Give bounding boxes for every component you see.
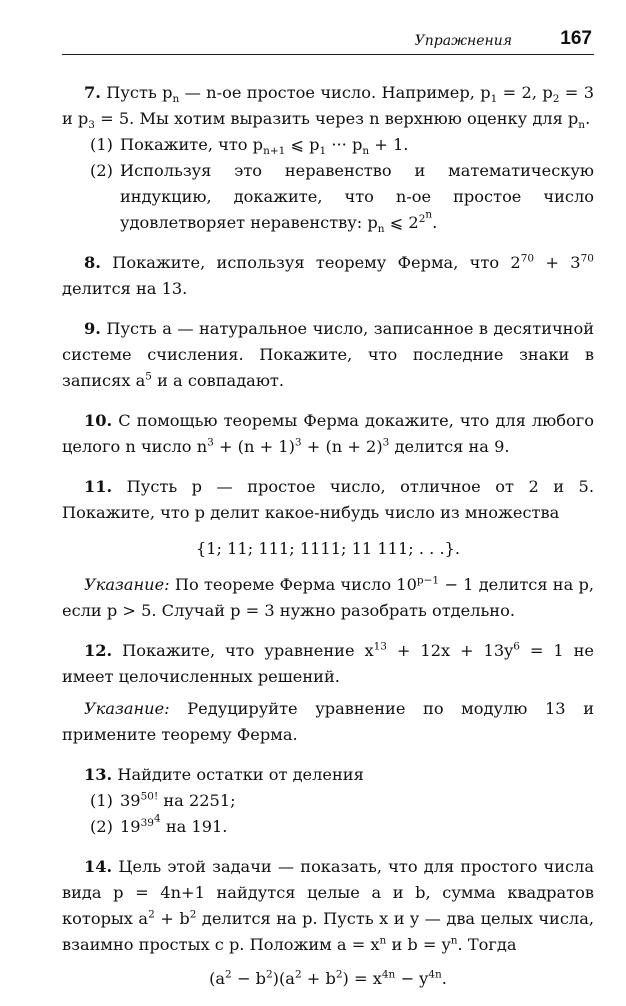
exercise-11-set: {1; 11; 111; 1111; 11 111; . . .}. [195, 539, 461, 558]
section-title: Упражнения [414, 33, 512, 49]
exercise-8: 8. Покажите, используя теорему Ферма, что $2^{70} + 3^{70}$ делится на 13. [62, 252, 594, 298]
exercise-12: 12. Покажите, что уравнение $x^{13} + 12x + 13y^6 = 1$ не имеет целочисленных решений. Указание: Редуцируйте уравнение по модулю 13 и примените теорему Ферма. [62, 638, 594, 748]
exercise-7-item-2: (2) Используя это неравенство и математическую индукцию, докажите, что n-ое простое число удовлетворяет неравенству: $p_n$ ⩽ $2^{2^n}$. [90, 161, 594, 236]
exercise-7 [62, 80, 594, 236]
exercise-14-formula: $(a^2 - b^2)(a^2 + b^2) = x^{4n} - y^{4n}$. [209, 968, 447, 988]
exercise-9: 9. Пусть a — натуральное число, записанное в десятичной системе счисления. Покажите, что последние знаки в записях $a^5$ и a совпадают. [62, 319, 595, 390]
exercise-13-item-1: (1) $39^{50!}$ на 2251; [90, 790, 236, 810]
exercise-13-item-2: (2) $19^{39^4}$ на 191. [90, 812, 228, 836]
exercise-14: 14. Цель этой задачи — показать, что для простого числа вида p = 4n+1 найдутся целые a и b, сумма квадратов которых $a^2 + b^2$ делится на p. Пусть x и y — два целых числа, взаимно простых с p. Положим $a = x^n$ и $b = y^n$. Тогда $(a^2 - b^2)(a^2 + b^2) = x^{4n} - y^{4n}$. [62, 854, 594, 992]
page-body [62, 80, 594, 1006]
exercise-7-item-1: (1) Покажите, что $p_{n+1}$ ⩽ $p_1$ ··· $p_n + 1$. [90, 135, 409, 158]
exercise-12-hint: Указание: Редуцируйте уравнение по модулю 13 и примените теорему Ферма. [62, 699, 594, 744]
running-header [62, 26, 594, 55]
exercise-11-hint: Указание: По теореме Ферма число $10^{p-1} - 1$ делится на p, если p > 5. Случай p = 3 нужно разобрать отдельно. [62, 574, 594, 620]
exercise-10: 10. С помощью теоремы Ферма докажите, что для любого целого n число $n^3 + (n + 1)^3 + (n + 2)^3$ делится на 9. [62, 411, 594, 456]
page-number: 167 [560, 28, 592, 49]
exercise-11: 11. Пусть p — простое число, отличное от 2 и 5. Покажите, что p делит какое-нибудь число из множества {1; 11; 111; 1111; 11 111; . . .}. Указание: По теореме Ферма число $10^{p-1} - 1$ делится на p, если p > 5. Случай p = 3 нужно разобрать отдельно. [62, 474, 594, 624]
exercise-13: 13. Найдите остатки от деления (1) $39^{50!}$ на 2251; (2) $19^{39^4}$ на 191. [62, 762, 594, 840]
exercise-7-text: 7. Пусть $p_n$ — n-ое простое число. Например, $p_1 = 2$, $p_2 = 3$ и $p_3 = 5$. Мы хотим выразить через n верхнюю оценку для $p_n$. [62, 83, 595, 132]
